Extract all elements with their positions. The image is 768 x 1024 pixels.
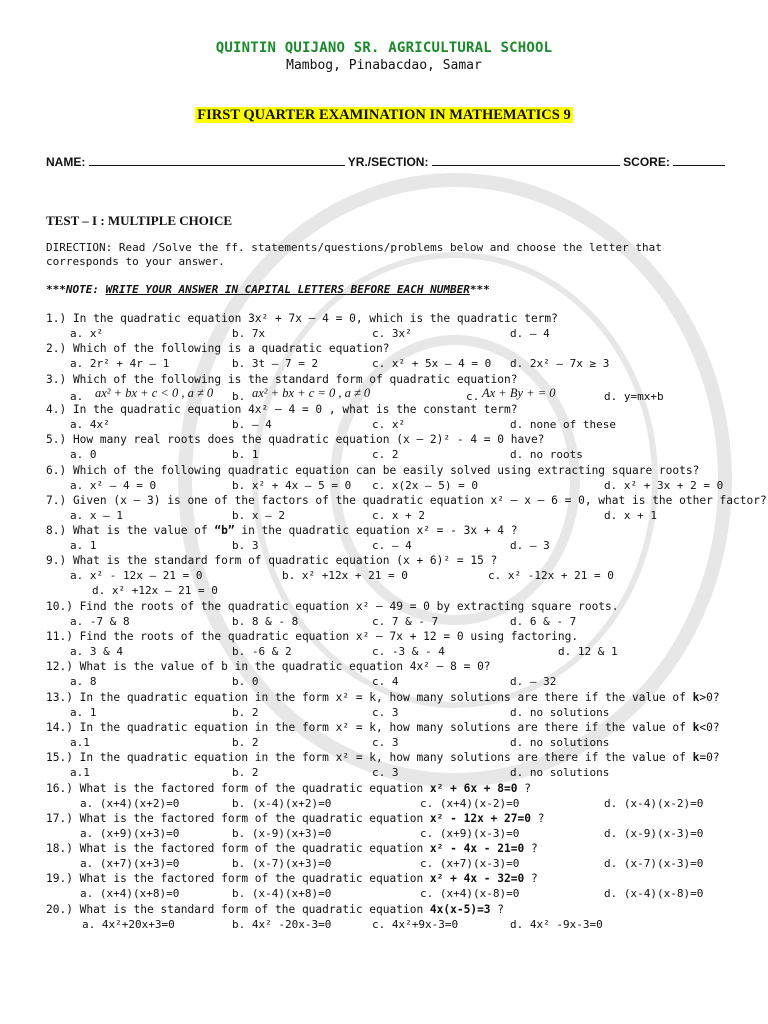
question-text	[46, 782, 531, 795]
score-field[interactable]	[673, 154, 725, 166]
option: c. 2	[372, 448, 399, 462]
option: d. (x-4)(x-2)=0	[604, 796, 704, 810]
question-text	[46, 872, 538, 885]
option: b. x – 2	[232, 508, 285, 522]
option: a. (x+9)(x+3)=0	[80, 826, 180, 840]
option: c. x² + 5x – 4 = 0	[372, 357, 492, 371]
option: a. 3 & 4	[70, 645, 123, 658]
question-emphasis: x² + 6x + 8=0	[429, 781, 518, 795]
question-text-part: 8.) What is the value of	[46, 524, 215, 538]
option: a. x²	[70, 327, 104, 340]
option: d. 4x² -9x-3=0	[510, 917, 603, 931]
question-emphasis: x² - 12x + 27=0	[429, 811, 531, 825]
option: ax² + bx + c < 0 , a ≠ 0	[95, 385, 214, 400]
question-text	[46, 903, 504, 916]
option: b. 2	[232, 705, 259, 719]
option: a.1	[70, 735, 90, 749]
option: d. y=mx+b	[604, 389, 664, 403]
question-text-part: ?	[517, 781, 531, 795]
question-text	[46, 812, 544, 825]
question-text-part: >0?	[699, 690, 720, 704]
question-text-part: =0?	[699, 751, 720, 765]
option: a. 4x²+20x+3=0	[82, 917, 175, 931]
question-emphasis: x² + 4x - 32=0	[429, 872, 525, 886]
section-field[interactable]	[432, 154, 620, 166]
question-text-part: <0?	[699, 720, 720, 734]
option: a.1	[70, 766, 90, 780]
question-text-part: 13.) In the quadratic equation in the form x² = k, how many solutions are there if the value of	[46, 690, 693, 704]
option: a. 8	[70, 675, 97, 689]
question-emphasis: “b”	[214, 524, 235, 538]
question-text	[46, 721, 720, 734]
option: d. none of these	[510, 417, 616, 431]
option: b. 3	[232, 539, 259, 553]
question-text-part: 19.) What is the factored form of the quadratic equation	[46, 872, 430, 886]
question-text: 11.) Find the roots of the quadratic equation x² – 7x + 12 = 0 using factoring.	[46, 630, 579, 643]
school-name: QUINTIN QUIJANO SR. AGRICULTURAL SCHOOL	[215, 40, 553, 56]
option: d. (x-4)(x-8)=0	[604, 887, 704, 901]
option: d. 12 & 1	[558, 645, 618, 658]
question-text: 5.) How many real roots does the quadratic equation (x – 2)² - 4 = 0 have?	[46, 433, 545, 447]
option: d. 6 & - 7	[510, 614, 577, 628]
option: c. (x+4)(x-8)=0	[420, 887, 520, 901]
option: c. 4x²+9x-3=0	[372, 917, 459, 931]
option: a. x – 1	[70, 508, 123, 522]
question-text-part: ?	[530, 811, 545, 825]
option: b. 7x	[232, 327, 266, 340]
option: c. (x+9)(x-3)=0	[420, 826, 520, 840]
option: b. (x-4)(x+2)=0	[232, 796, 332, 810]
question-text-part: 17.) What is the factored form of the quadratic equation	[46, 811, 430, 825]
option: c. 3x²	[372, 327, 412, 340]
option: b. 1	[232, 448, 259, 462]
option: c. x²	[372, 417, 406, 431]
option: b. 8 & - 8	[232, 614, 299, 628]
option: c. – 4	[372, 539, 412, 553]
option: Ax + By + = 0	[482, 385, 556, 400]
option: b. 3t – 7 = 2	[232, 357, 319, 371]
option: a. 1	[70, 705, 97, 719]
option: c. 3	[372, 705, 399, 719]
question-text: 3.) Which of the following is the standard form of quadratic equation?	[46, 372, 518, 386]
question-text	[46, 842, 538, 855]
question-emphasis: x² - 4x - 21=0	[429, 842, 525, 856]
question-text-part: in the quadratic equation x² = - 3x + 4 ?	[234, 524, 518, 538]
question-text: 4.) In the quadratic equation 4x² – 4 = 0 , what is the constant term?	[46, 402, 518, 416]
option: c. -3 & - 4	[372, 645, 445, 658]
option: a. 2r² + 4r – 1	[70, 357, 170, 371]
option: a. 1	[70, 539, 97, 553]
name-field[interactable]	[89, 154, 345, 166]
section-label: YR./SECTION:	[347, 155, 429, 169]
question-text-part: 14.) In the quadratic equation in the form x² = k, how many solutions are there if the value of	[46, 720, 693, 734]
option: b. x² +12x + 21 = 0	[282, 569, 408, 583]
exam-title: FIRST QUARTER EXAMINATION IN MATHEMATICS 9	[197, 107, 571, 123]
option: c. 3	[372, 735, 399, 749]
option: c. 7 & - 7	[372, 614, 439, 628]
option: c. x(2x – 5) = 0	[372, 478, 478, 492]
name-label: NAME:	[46, 155, 86, 169]
option: c. (x+4)(x-2)=0	[420, 796, 520, 810]
test-heading: TEST – I : MULTIPLE CHOICE	[46, 213, 233, 228]
question-emphasis: k	[692, 751, 700, 765]
option: b. x² + 4x – 5 = 0	[232, 478, 352, 492]
option: d. – 3	[510, 539, 550, 553]
question-text-part: 16.) What is the factored form of the quadratic equation	[46, 781, 430, 795]
option: a. 4x²	[70, 417, 110, 431]
option: a. x² - 12x – 21 = 0	[70, 569, 203, 583]
question-text	[46, 691, 720, 704]
question-text-part: ?	[524, 842, 538, 856]
option: a. (x+7)(x+3)=0	[80, 857, 180, 871]
question-text: 9.) What is the standard form of quadratic equation (x + 6)² = 15 ?	[46, 554, 498, 568]
question-text-part: 18.) What is the factored form of the quadratic equation	[46, 842, 430, 856]
option: b. (x-4)(x+8)=0	[232, 887, 332, 901]
option: d. no roots	[510, 448, 583, 462]
option: c. 3	[372, 766, 399, 780]
option: b. 0	[232, 675, 259, 689]
question-text: 1.) In the quadratic equation 3x² + 7x – 4 = 0, which is the quadratic term?	[46, 312, 558, 325]
option: d. 2x² – 7x ≥ 3	[510, 357, 610, 371]
question-text: 12.) What is the value of b in the quadratic equation 4x² – 8 = 0?	[46, 660, 491, 674]
question-text: 6.) Which of the following quadratic equation can be easily solved using extracting square roots?	[46, 463, 700, 477]
option: a. -7 & 8	[70, 614, 130, 628]
option: a. (x+4)(x+2)=0	[80, 796, 180, 810]
option: d. – 4	[510, 327, 550, 340]
question-text: 2.) Which of the following is a quadratic equation?	[46, 342, 390, 356]
option: d. x + 1	[604, 508, 657, 522]
option: b. -6 & 2	[232, 645, 292, 658]
option: d. (x-9)(x-3)=0	[604, 826, 704, 840]
answer-note: ***NOTE: WRITE YOUR ANSWER IN CAPITAL LETTERS BEFORE EACH NUMBER***	[46, 283, 490, 296]
option: c. (x+7)(x-3)=0	[420, 857, 520, 871]
option: b. – 4	[232, 417, 272, 431]
question-text-part: ?	[490, 902, 505, 916]
option: d. no solutions	[510, 735, 610, 749]
option: a. x² – 4 = 0	[70, 478, 157, 492]
option: c. 4	[372, 675, 399, 689]
score-label: SCORE:	[623, 155, 670, 169]
option: d. no solutions	[510, 705, 610, 719]
question-text: 10.) Find the roots of the quadratic equation x² – 49 = 0 by extracting square roots.	[46, 599, 619, 613]
question-emphasis: k	[692, 720, 700, 734]
student-info-row	[46, 154, 746, 169]
option: d. no solutions	[510, 766, 610, 780]
option: d. – 32	[510, 675, 557, 689]
option: b. 4x² -20x-3=0	[232, 917, 332, 931]
option: d. x² +12x – 21 = 0	[92, 584, 218, 598]
question-text-part: 20.) What is the standard form of the quadratic equation	[46, 902, 430, 916]
option: b. (x-9)(x+3)=0	[232, 826, 332, 840]
question-text	[46, 751, 720, 764]
question-emphasis: 4x(x-5)=3	[429, 902, 491, 916]
question-text-part: ?	[524, 872, 538, 886]
option: b.	[232, 389, 246, 403]
option: ax² + bx + c = 0 , a ≠ 0	[252, 385, 371, 400]
option: a. 0	[70, 448, 97, 462]
option: b. 2	[232, 766, 259, 780]
question-text-part: 15.) In the quadratic equation in the form x² = k, how many solutions are there if the value of	[46, 751, 693, 765]
question-text: 7.) Given (x – 3) is one of the factors of the quadratic equation x² – x – 6 = 0, what is the other factor?	[46, 493, 767, 507]
option: c.	[466, 389, 480, 403]
option: d. (x-7)(x-3)=0	[604, 857, 704, 871]
option: a. (x+4)(x+8)=0	[80, 887, 180, 901]
option: b. (x-7)(x+3)=0	[232, 857, 332, 871]
option: c. x + 2	[372, 508, 425, 522]
question-text	[46, 524, 518, 537]
school-address: Mambog, Pinabacdao, Samar	[286, 58, 482, 73]
option: b. 2	[232, 735, 259, 749]
option: a.	[70, 389, 84, 403]
directions: DIRECTION: Read /Solve the ff. statements/questions/problems below and choose the letter that corresponds to your answer.	[46, 241, 662, 268]
option: d. x² + 3x + 2 = 0	[604, 478, 724, 492]
question-emphasis: k	[692, 690, 700, 704]
option: c. x² -12x + 21 = 0	[488, 569, 614, 583]
